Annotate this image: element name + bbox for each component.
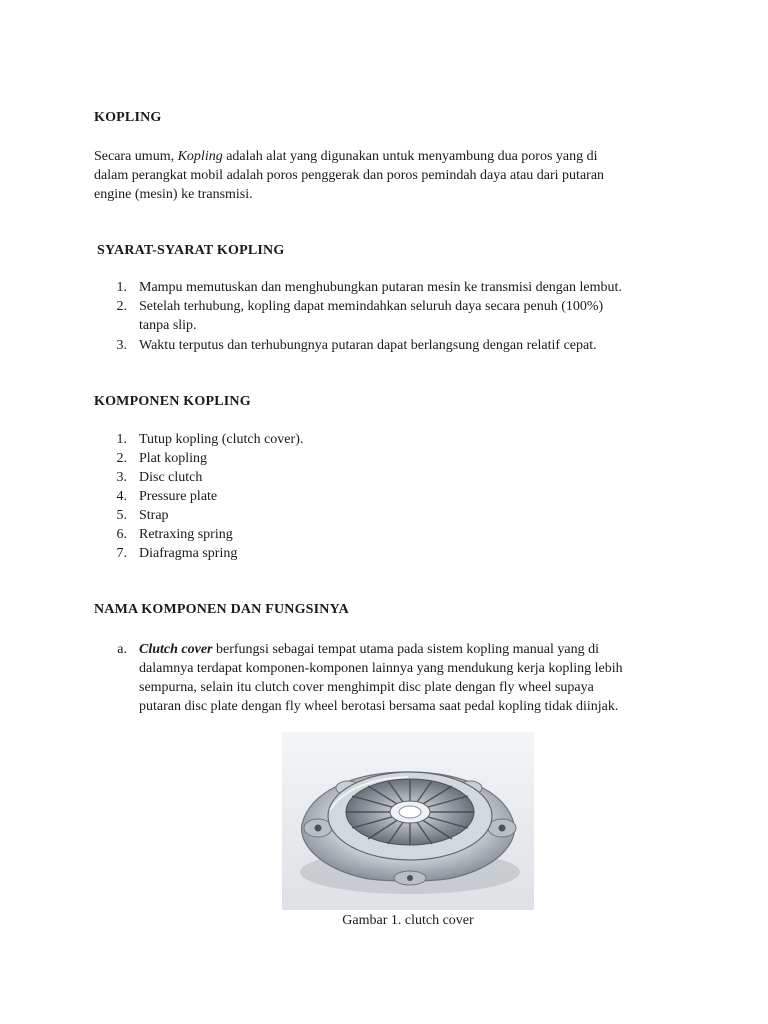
fungsi-a-line-1 xyxy=(139,640,599,659)
term-clutch-cover: Clutch cover xyxy=(139,642,213,657)
heading-syarat: SYARAT-SYARAT KOPLING xyxy=(97,243,285,258)
clutch-cover-image xyxy=(282,732,534,910)
list-item: Setelah terhubung, kopling dapat memindahkan seluruh daya secara penuh (100%) xyxy=(139,299,604,314)
list-item: Plat kopling xyxy=(139,451,208,466)
list-item: Strap xyxy=(139,508,169,523)
list-number: 7. xyxy=(116,546,127,561)
list-item: Waktu terputus dan terhubungnya putaran dapat berlangsung dengan relatif cepat. xyxy=(139,338,597,353)
heading-komponen: KOMPONEN KOPLING xyxy=(94,394,251,409)
list-number: 4. xyxy=(116,489,127,504)
intro-text: adalah alat yang digunakan untuk menyambung dua poros yang di xyxy=(222,149,598,164)
list-number: 3. xyxy=(116,470,127,485)
list-number: 1. xyxy=(116,280,127,295)
intro-term-kopling: Kopling xyxy=(177,149,223,164)
list-number: 3. xyxy=(116,338,127,353)
figure-caption: Gambar 1. clutch cover xyxy=(342,913,474,928)
list-item: Tutup kopling (clutch cover). xyxy=(139,432,304,447)
intro-line-1 xyxy=(94,147,598,166)
list-item: Mampu memutuskan dan menghubungkan putaran mesin ke transmisi dengan lembut. xyxy=(139,280,622,295)
fungsi-a-line-3: sempurna, selain itu clutch cover menghimpit disc plate dengan fly wheel supaya xyxy=(139,680,594,695)
heading-kopling: KOPLING xyxy=(94,110,162,125)
list-marker: a. xyxy=(117,642,127,657)
list-number: 2. xyxy=(116,451,127,466)
list-item: Diafragma spring xyxy=(139,546,238,561)
list-item: Pressure plate xyxy=(139,489,218,504)
list-item-continuation: tanpa slip. xyxy=(139,318,197,333)
list-item: Disc clutch xyxy=(139,470,203,485)
fungsi-a-text: berfungsi sebagai tempat utama pada sistem kopling manual yang di xyxy=(212,642,599,657)
heading-nama-komponen: NAMA KOMPONEN DAN FUNGSINYA xyxy=(94,602,349,617)
intro-text: Secara umum, xyxy=(94,149,178,164)
intro-line-3: engine (mesin) ke transmisi. xyxy=(94,187,253,202)
list-item: Retraxing spring xyxy=(139,527,233,542)
fungsi-a-line-2: dalamnya terdapat komponen-komponen lainnya yang mendukung kerja kopling lebih xyxy=(139,661,623,676)
list-number: 5. xyxy=(116,508,127,523)
clutch-cover-illustration xyxy=(282,732,534,910)
fungsi-a-line-4: putaran disc plate dengan fly wheel berotasi bersama saat pedal kopling tidak diinjak. xyxy=(139,699,619,714)
list-number: 1. xyxy=(116,432,127,447)
list-number: 6. xyxy=(116,527,127,542)
list-number: 2. xyxy=(116,299,127,314)
intro-line-2: dalam perangkat mobil adalah poros penggerak dan poros pemindah daya atau dari putaran xyxy=(94,168,605,183)
